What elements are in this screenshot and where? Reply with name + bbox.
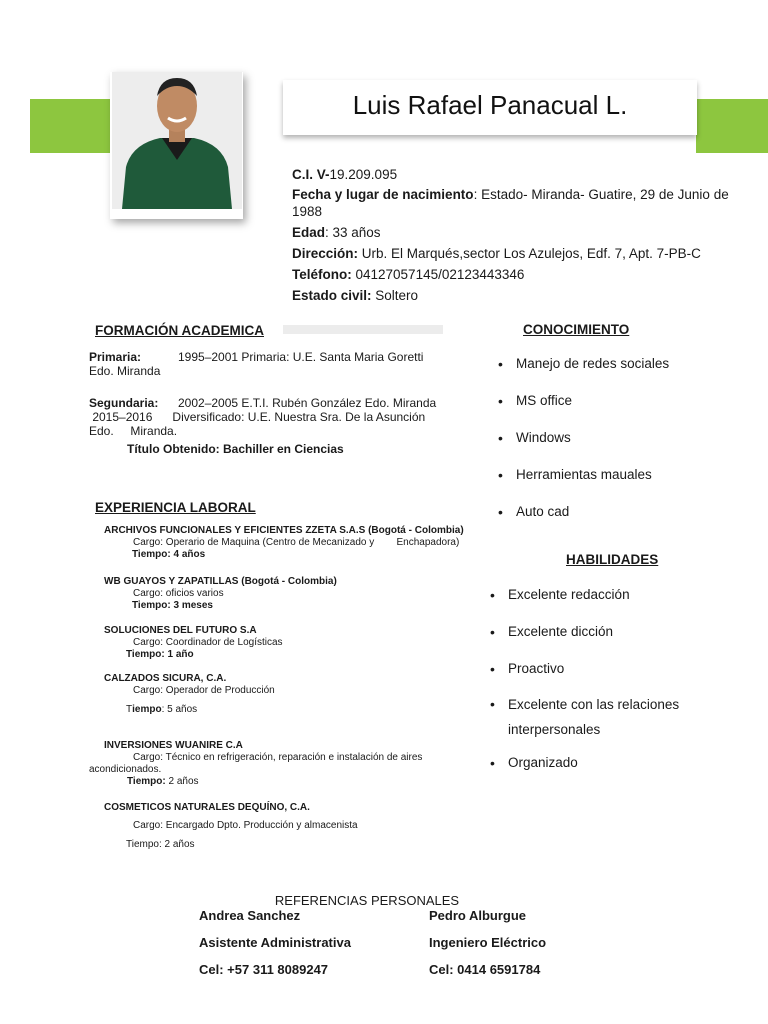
skill-item: • Organizado	[486, 755, 726, 792]
ref-1-job: Asistente Administrativa	[199, 935, 351, 950]
job-5	[89, 740, 489, 788]
job-company: SOLUCIONES DEL FUTURO S.A	[104, 625, 257, 636]
knowledge-item: • Herramientas mauales	[494, 467, 734, 504]
secondary-entry	[89, 396, 509, 438]
job-3	[104, 625, 484, 661]
references-title: REFERENCIAS PERSONALES	[274, 893, 460, 908]
skill-item: • Excelente dicción	[486, 624, 726, 661]
phone-value: 04127057145/02123443346	[351, 267, 525, 282]
job-time-a: T	[126, 704, 133, 715]
job-role: Cargo: oficios varios	[133, 588, 224, 599]
ci-line	[292, 166, 732, 183]
primary-label: Primaria:	[89, 350, 142, 364]
job-role-2: acondicionados.	[89, 764, 162, 775]
ci-label: C.I. V-	[292, 167, 330, 182]
address-label: Dirección:	[292, 246, 359, 261]
job-time: Tiempo: 1 año	[126, 649, 194, 660]
knowledge-list	[494, 356, 734, 518]
ci-value: 19.209.095	[329, 167, 398, 182]
job-role: Cargo: Encargado Dpto. Producción y almacenista	[133, 820, 358, 831]
age-value: : 33 años	[325, 225, 381, 240]
degree: Título Obtenido: Bachiller en Ciencias	[127, 442, 344, 456]
primary-text-2: Edo. Miranda	[89, 364, 161, 378]
knowledge-item: • Auto cad	[494, 504, 734, 518]
job-2	[104, 576, 484, 612]
age-label: Edad	[292, 225, 326, 240]
skills-title: HABILIDADES	[566, 552, 659, 567]
phone-label: Teléfono:	[292, 267, 352, 282]
job-1	[104, 525, 484, 561]
header-band-left	[30, 99, 112, 153]
ref-1-phone: Cel: +57 311 8089247	[199, 962, 329, 977]
job-role: Cargo: Operador de Producción	[133, 685, 275, 696]
knowledge-item: • Windows	[494, 430, 734, 467]
birth-label: Fecha y lugar de nacimiento	[292, 187, 474, 202]
skill-item: • Excelente con las relaciones interpersonales	[486, 692, 708, 755]
job-time	[89, 776, 489, 788]
job-time: Tiempo: 2 años	[126, 839, 195, 850]
experience-title: EXPERIENCIA LABORAL	[95, 500, 256, 515]
skill-item: • Proactivo	[486, 661, 726, 698]
job-role: Cargo: Operario de Maquina (Centro de Mecanizado y Enchapadora)	[133, 537, 460, 548]
secondary-label: Segundaria:	[89, 396, 159, 410]
person-silhouette-icon	[112, 72, 242, 209]
profile-photo	[112, 72, 242, 209]
civil-label: Estado civil:	[292, 288, 372, 303]
phone-line	[292, 266, 732, 283]
job-time-c: : 5 años	[161, 704, 198, 715]
job-time: Tiempo: 3 meses	[132, 600, 213, 611]
secondary-text: 2002–2005 E.T.I. Rubén González Edo. Miranda	[178, 396, 437, 410]
job-company: ARCHIVOS FUNCIONALES Y EFICIENTES ZZETA S.A.S (Bogotá - Colombia)	[104, 525, 464, 536]
job-time-value: 2 años	[165, 776, 199, 787]
age-line	[292, 224, 732, 241]
job-company: INVERSIONES WUANIRE C.A	[104, 740, 243, 751]
secondary-text-2: 2015–2016 Diversificado: U.E. Nuestra Sra. De la Asunción	[89, 410, 426, 424]
job-company: WB GUAYOS Y ZAPATILLAS (Bogotá - Colombia)	[104, 576, 337, 587]
ref-1-name: Andrea Sanchez	[199, 908, 301, 923]
job-6	[104, 802, 484, 851]
full-name: Luis Rafael Panacual L.	[352, 90, 628, 120]
job-4	[104, 673, 484, 716]
birth-line	[292, 186, 732, 220]
job-role: Cargo: Técnico en refrigeración, reparación e instalación de aires	[133, 752, 423, 763]
birth-value: : Estado- Miranda- Guatire, 29 de Junio de 1988	[292, 187, 729, 219]
education-title: FORMACIÓN ACADEMICA	[95, 323, 264, 338]
civil-line	[292, 287, 732, 304]
job-company: COSMETICOS NATURALES DEQUÍNO, C.A.	[104, 802, 310, 813]
address-value: Urb. El Marqués,sector Los Azulejos, Edf. 7, Apt. 7-PB-C	[358, 246, 701, 261]
name-box	[283, 80, 697, 135]
civil-value: Soltero	[371, 288, 419, 303]
job-time-label: Tiempo:	[127, 776, 166, 787]
ref-2-phone: Cel: 0414 6591784	[429, 962, 541, 977]
header-band-right	[696, 99, 768, 153]
ref-2-name: Pedro Alburgue	[429, 908, 527, 923]
job-company: CALZADOS SICURA, C.A.	[104, 673, 227, 684]
knowledge-title: CONOCIMIENTO	[523, 322, 630, 337]
job-time	[104, 704, 484, 716]
ref-2-job: Ingeniero Eléctrico	[429, 935, 547, 950]
primary-text: 1995–2001 Primaria: U.E. Santa Maria Goretti	[178, 350, 424, 364]
secondary-text-3: Edo. Miranda.	[89, 424, 178, 438]
primary-entry	[89, 350, 489, 378]
address-line	[292, 245, 732, 262]
job-time-b: iempo	[132, 704, 162, 715]
skill-item: • Excelente redacción	[486, 587, 726, 624]
knowledge-item: • Manejo de redes sociales	[494, 356, 734, 393]
education-divider	[283, 325, 443, 334]
job-role: Cargo: Coordinador de Logísticas	[133, 637, 283, 648]
skills-list	[486, 587, 726, 792]
job-time: Tiempo: 4 años	[132, 549, 206, 560]
knowledge-item: • MS office	[494, 393, 734, 430]
